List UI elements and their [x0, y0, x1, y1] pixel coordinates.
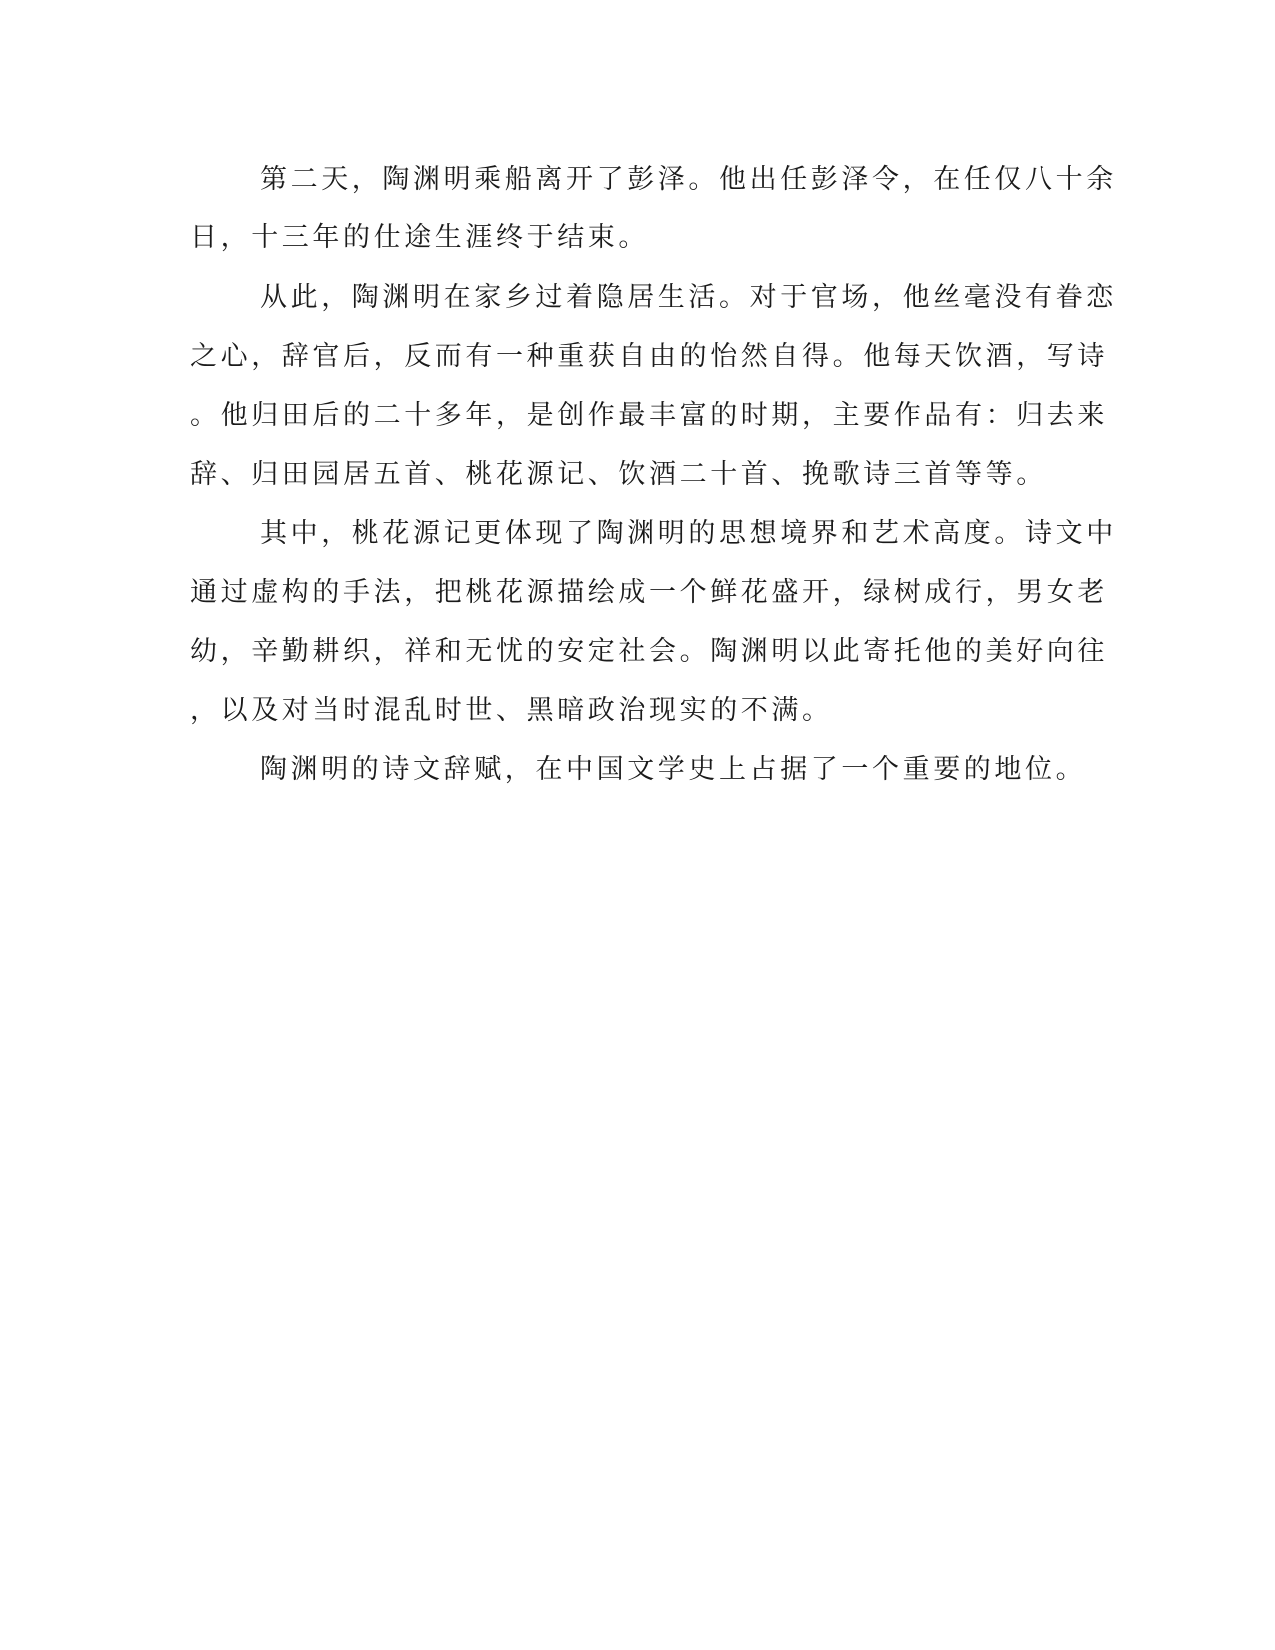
paragraph-4-line-1: 陶渊明的诗文辞赋，在中国文学史上占据了一个重要的地位。 — [260, 754, 1087, 785]
paragraph-3-line-3: 幼，辛勤耕织，祥和无忧的安定社会。陶渊明以此寄托他的美好向往 — [190, 636, 1108, 667]
paragraph-2-line-3: 。他归田后的二十多年，是创作最丰富的时期，主要作品有：归去来 — [190, 400, 1108, 431]
paragraph-2-line-4: 辞、归田园居五首、桃花源记、饮酒二十首、挽歌诗三首等等。 — [190, 459, 1047, 490]
paragraph-3-line-1: 其中，桃花源记更体现了陶渊明的思想境界和艺术高度。诗文中 — [260, 518, 1117, 549]
paragraph-2-line-2: 之心，辞官后，反而有一种重获自由的怡然自得。他每天饮酒，写诗 — [190, 341, 1108, 372]
paragraph-1-line-1: 第二天，陶渊明乘船离开了彭泽。他出任彭泽令，在任仅八十余 — [260, 164, 1117, 195]
paragraph-1-line-2: 日，十三年的仕途生涯终于结束。 — [190, 222, 649, 253]
paragraph-3-line-4: ，以及对当时混乱时世、黑暗政治现实的不满。 — [190, 695, 833, 726]
paragraph-2-line-1: 从此，陶渊明在家乡过着隐居生活。对于官场，他丝毫没有眷恋 — [260, 282, 1117, 313]
paragraph-3-line-2: 通过虚构的手法，把桃花源描绘成一个鲜花盛开，绿树成行，男女老 — [190, 577, 1108, 608]
